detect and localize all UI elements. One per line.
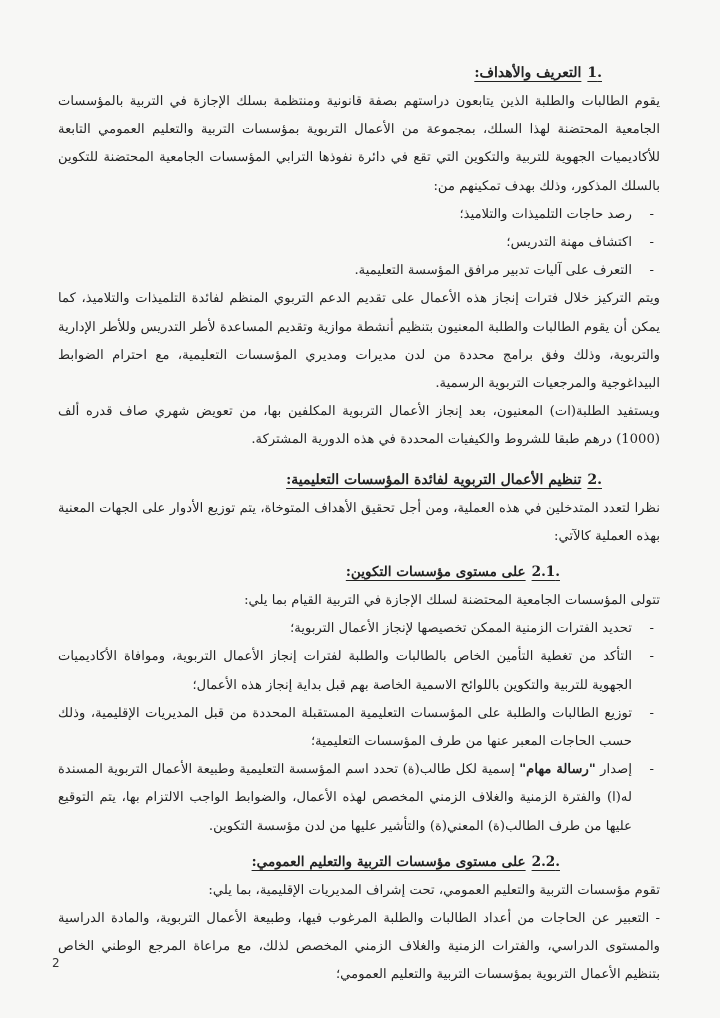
list-item xyxy=(58,756,660,841)
section-2-2-intro: تقوم مؤسسات التربية والتعليم العمومي، تحت إشراف المديريات الإقليمية، بما يلي: xyxy=(208,882,660,898)
section-2-2-heading xyxy=(58,847,660,877)
section-2-1-bullets xyxy=(58,615,660,841)
list-item xyxy=(58,229,660,257)
dash-marker: - xyxy=(649,235,654,251)
section-number: .1 xyxy=(587,65,602,81)
section-title: على مستوى مؤسسات التكوين: xyxy=(345,564,526,581)
dash-marker: - xyxy=(649,911,660,927)
section-2-intro: نظرا لتعدد المتدخلين في هذه العملية، ومن أجل تحقيق الأهداف المتوخاة، يتم توزيع الأدوار على الجهات المعنية بهذه العملية كالآتي: xyxy=(58,500,660,544)
dash-marker: - xyxy=(649,649,654,665)
section-1-bullets xyxy=(58,201,660,286)
dash-marker: - xyxy=(649,705,654,721)
section-title: التعريف والأهداف: xyxy=(474,65,582,81)
list-item-text: إسمية لكل طالب(ة) تحدد اسم المؤسسة التعليمية وطبيعة الأعمال التربوية المسندة له(ا) والفترة الزمنية والغلاف الزمني المخصص لهذه الأعمال، والضوابط الواجب الالتزام بها، يتم التوقيع عليها من طرف الطالب(ة) المعني(ة) والتأشير عليها من لدن مؤسسة التكوين. xyxy=(58,762,632,834)
dash-marker: - xyxy=(649,263,654,279)
section-number: .2 xyxy=(587,471,602,488)
list-item-text: التعرف على آليات تدبير مرافق المؤسسة التعليمية. xyxy=(354,263,632,279)
section-2-1-intro: تتولى المؤسسات الجامعية المحتضنة لسلك الإجازة في التربية القيام بما يلي: xyxy=(244,593,660,609)
list-item xyxy=(58,643,660,699)
document-body xyxy=(58,58,660,990)
section-1-paragraph-2: ويتم التركيز خلال فترات إنجاز هذه الأعمال على تقديم الدعم التربوي المنظم لفائدة التلميذات والتلاميذ، كما يمكن أن يقوم الطالبات والطلبة المعنيون بتنظيم أنشطة موازية وتقديم المساعدة لأطر التدريس وللأطر الإدارية والتربوية، وذلك وفق برامج محددة من لدن مديرات ومديري المؤسسات التعليمية، مع احترام الضوابط البيداغوجية والمرجعيات التربوية الرسمية. xyxy=(58,291,660,392)
list-item-text: تحديد الفترات الزمنية الممكن تخصيصها لإنجاز الأعمال التربوية؛ xyxy=(290,621,632,637)
section-number: .2.2 xyxy=(531,853,560,870)
list-item xyxy=(58,615,660,643)
list-item-text: التعبير عن الحاجات من أعداد الطالبات والطلبة المرغوب فيها، وطبيعة الأعمال التربوية، والمادة الدراسية والمستوى الدراسي، والفترات الزمنية والغلاف الزمني المخصص لذلك، مع مراعاة المرجع الوطني الخاص بتنظيم الأعمال التربوية بمؤسسات التربية والتعليم العمومي؛ xyxy=(58,911,660,983)
section-title: تنظيم الأعمال التربوية لفائدة المؤسسات التعليمية: xyxy=(286,471,582,488)
list-item xyxy=(58,257,660,285)
section-1-intro: يقوم الطالبات والطلبة الذين يتابعون دراستهم بصفة قانونية ومنتظمة بسلك الإجازة في التربية بالمؤسسات الجامعية المحتضنة لهذا السلك، بمجموعة من الأعمال التربوية بمؤسسات التربية والتعليم العمومي التابعة للأكاديميات الجهوية للتربية والتكوين التي تقع في دائرة نفوذها الترابي المؤسسات الجامعية المحتضنة للتكوين بالسلك المذكور، وذلك بهدف تمكينهم من: xyxy=(58,94,660,194)
list-item-text: التأكد من تغطية التأمين الخاص بالطالبات والطلبة لفترات إنجاز الأعمال التربوية، وموافاة الأكاديميات الجهوية للتربية والتكوين باللوائح الاسمية الخاصة بهم قبل بداية إنجاز هذه الأعمال؛ xyxy=(58,649,632,693)
dash-marker: - xyxy=(649,206,654,222)
dash-marker: - xyxy=(649,762,654,778)
page-number: 2 xyxy=(52,956,60,970)
section-2-1-heading xyxy=(58,557,660,587)
list-item-text: توزيع الطالبات والطلبة على المؤسسات التعليمية المستقبلة المحددة من قبل المديريات الإقليمية، وذلك حسب الحاجات المعبر عنها من طرف المؤسسات التعليمية؛ xyxy=(58,705,632,750)
list-item-text: اكتشاف مهنة التدريس؛ xyxy=(506,235,632,251)
section-title: على مستوى مؤسسات التربية والتعليم العمومي: xyxy=(251,853,526,870)
list-item-text: رصد حاجات التلميذات والتلاميذ؛ xyxy=(459,206,632,222)
list-item xyxy=(58,700,660,756)
section-number: .2.1 xyxy=(531,564,560,581)
list-item-text: إصدار xyxy=(595,762,632,778)
section-2-heading xyxy=(58,465,660,495)
mission-letter-term: "رسالة مهام" xyxy=(519,762,596,778)
dash-marker: - xyxy=(649,621,654,637)
section-1-paragraph-3: ويستفيد الطلبة(ات) المعنيون، بعد إنجاز الأعمال التربوية المكلفين بها، من تعويض شهري صاف قدره ألف (1000) درهم طبقا للشروط والكيفيات المحددة في هذه الدورية المشتركة. xyxy=(58,404,660,448)
section-2-2-item xyxy=(58,905,660,990)
section-1-heading xyxy=(58,58,660,88)
list-item xyxy=(58,201,660,229)
